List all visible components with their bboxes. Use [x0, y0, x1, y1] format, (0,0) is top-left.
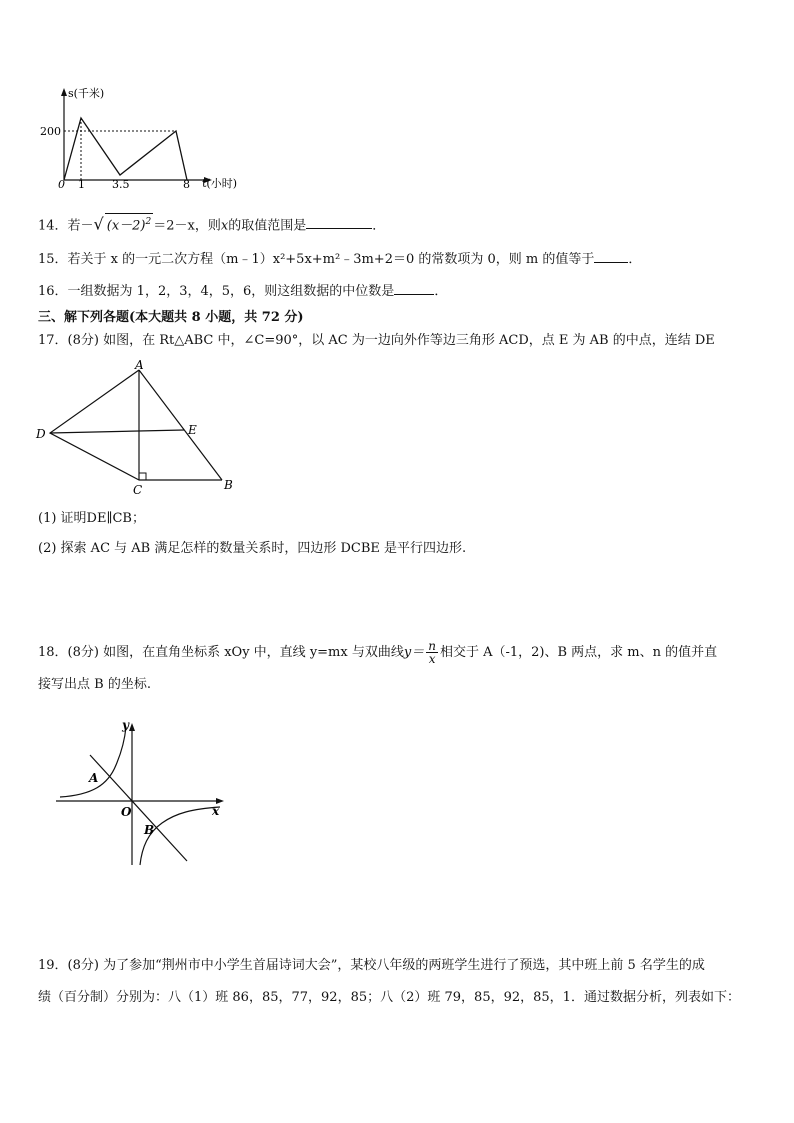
- label-y: y: [122, 718, 129, 732]
- question-14: 14．若－√ $(x-2)^2 =2-x$，则x的取值范围是 ．: [38, 214, 386, 234]
- label-B: B: [144, 823, 155, 837]
- question-18: 18．(8分) 如图，在直角坐标系 xOy 中，直线 y=mx 与双曲线y＝ $\frac{n}{x}$ 相交于 A（-1，2)、B 两点，求 m、n 的值并直: [38, 639, 718, 666]
- label-D: D: [36, 427, 46, 441]
- question-19-line-1: 19．(8分) 为了参加“荆州市中小学生首届诗词大会”，某校八年级的两班学生进行了预选，其中班上前 5 名学生的成: [38, 958, 705, 973]
- triangle-figure: [32, 360, 242, 500]
- label-C: C: [133, 483, 143, 497]
- x-axis-label: t(小时): [202, 177, 238, 190]
- label-A: A: [135, 360, 144, 372]
- label-E: E: [188, 423, 197, 437]
- answer-blank-14[interactable]: [306, 216, 372, 229]
- question-19-line-2: 绩（百分制）分别为：八（1）班 86，85，77，92，85；八（2）班 79，85，92，85，1．通过数据分析，列表如下：: [38, 990, 740, 1005]
- triangle-ACD: [50, 370, 139, 480]
- radicand: $(x-2)^2$: [105, 213, 153, 234]
- hyperbola-figure: [52, 715, 232, 875]
- question-18-line-2: 接写出点 B 的坐标.: [38, 677, 151, 692]
- question-17-part-1: (1) 证明DE∥CB；: [38, 511, 145, 526]
- y-axis-label: s(千米): [68, 87, 105, 100]
- question-17-part-2: (2) 探索 AC 与 AB 满足怎样的数量关系时，四边形 DCBE 是平行四边形.: [38, 541, 467, 556]
- question-16: 16．一组数据为 1，2，3，4，5，6，则这组数据的中位数是 ．: [38, 284, 448, 299]
- x-tick-0: 0: [58, 178, 65, 191]
- question-15: 15．若关于 x 的一元二次方程（m﹣1）x²+5x+m²﹣3m+2＝0 的常数项为 0，则 m 的值等于 ．: [38, 252, 642, 267]
- y-tick-200: 200: [40, 125, 61, 138]
- fraction-n-over-x: $\frac{n}{x}$: [428, 639, 436, 666]
- label-x: x: [212, 804, 220, 818]
- right-angle-mark: [139, 473, 146, 480]
- label-B: B: [224, 478, 233, 492]
- label-A: A: [89, 771, 99, 785]
- hyperbola-branch-left: [60, 727, 126, 797]
- distance-line: [64, 118, 187, 180]
- y-axis-arrow: [129, 723, 135, 731]
- answer-blank-15[interactable]: [594, 250, 628, 263]
- section-3-heading: 三、解下列各题(本大题共 8 小题，共 72 分): [38, 310, 304, 325]
- distance-time-graph: [40, 80, 280, 195]
- question-17: 17．(8分) 如图，在 Rt△ABC 中，∠C=90°，以 AC 为一边向外作等边三角形 ACD，点 E 为 AB 的中点，连结 DE: [38, 333, 715, 348]
- x-tick-1: 1: [78, 178, 85, 191]
- x-tick-3.5: 3.5: [112, 178, 130, 191]
- x-tick-8: 8: [183, 178, 190, 191]
- segment-DE: [50, 430, 184, 433]
- answer-blank-16[interactable]: [394, 282, 434, 295]
- segment-AB: [139, 370, 222, 480]
- y-axis-arrow: [61, 88, 67, 96]
- label-O: O: [121, 805, 132, 819]
- line-y-mx: [90, 755, 187, 861]
